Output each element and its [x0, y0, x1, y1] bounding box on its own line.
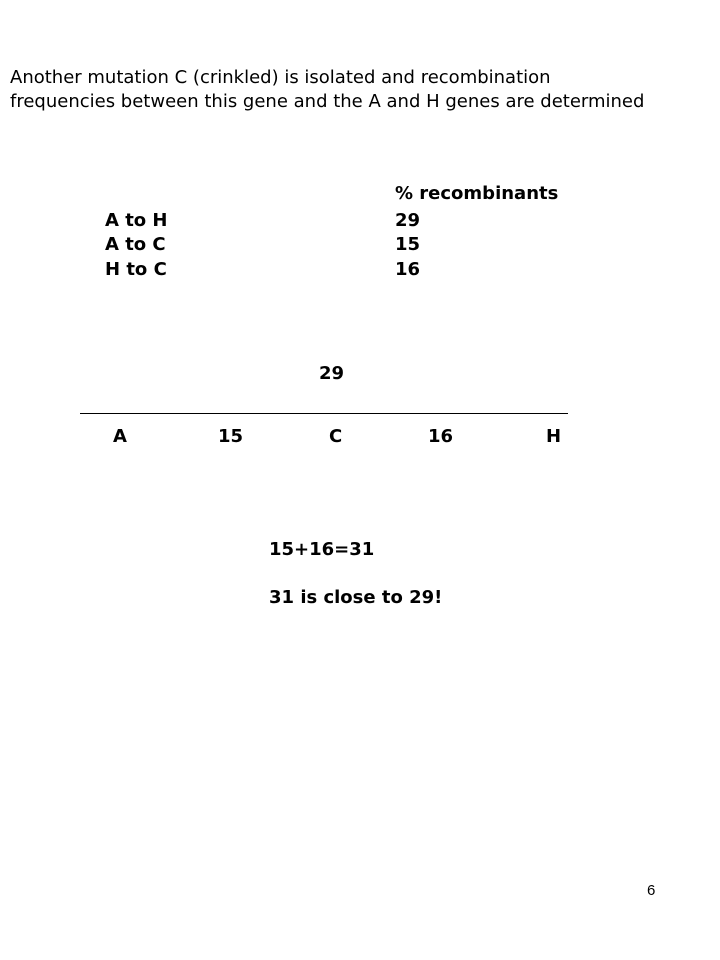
row-value-a-to-c: 15: [395, 234, 421, 255]
row-label-h-to-c: H to C: [105, 259, 167, 280]
distance-c-h: 16: [428, 426, 454, 447]
conclusion-text: 31 is close to 29!: [269, 587, 443, 608]
distance-a-c: 15: [218, 426, 244, 447]
row-value-a-to-h: 29: [395, 210, 421, 231]
gene-c-label: C: [329, 426, 343, 447]
row-label-a-to-c: A to C: [105, 234, 166, 255]
map-total-distance: 29: [319, 363, 345, 384]
sum-calculation: 15+16=31: [269, 539, 375, 560]
intro-line-1: Another mutation C (crinkled) is isolated and recombination: [10, 67, 551, 88]
table-header: % recombinants: [395, 183, 559, 204]
gene-h-label: H: [546, 426, 562, 447]
intro-text: [10, 66, 718, 114]
row-label-a-to-h: A to H: [105, 210, 168, 231]
gene-a-label: A: [113, 426, 127, 447]
row-value-h-to-c: 16: [395, 259, 421, 280]
chromosome-map-line: [80, 413, 568, 414]
page-number: 6: [647, 882, 656, 899]
intro-line-2: frequencies between this gene and the A and H genes are determined: [10, 91, 645, 112]
